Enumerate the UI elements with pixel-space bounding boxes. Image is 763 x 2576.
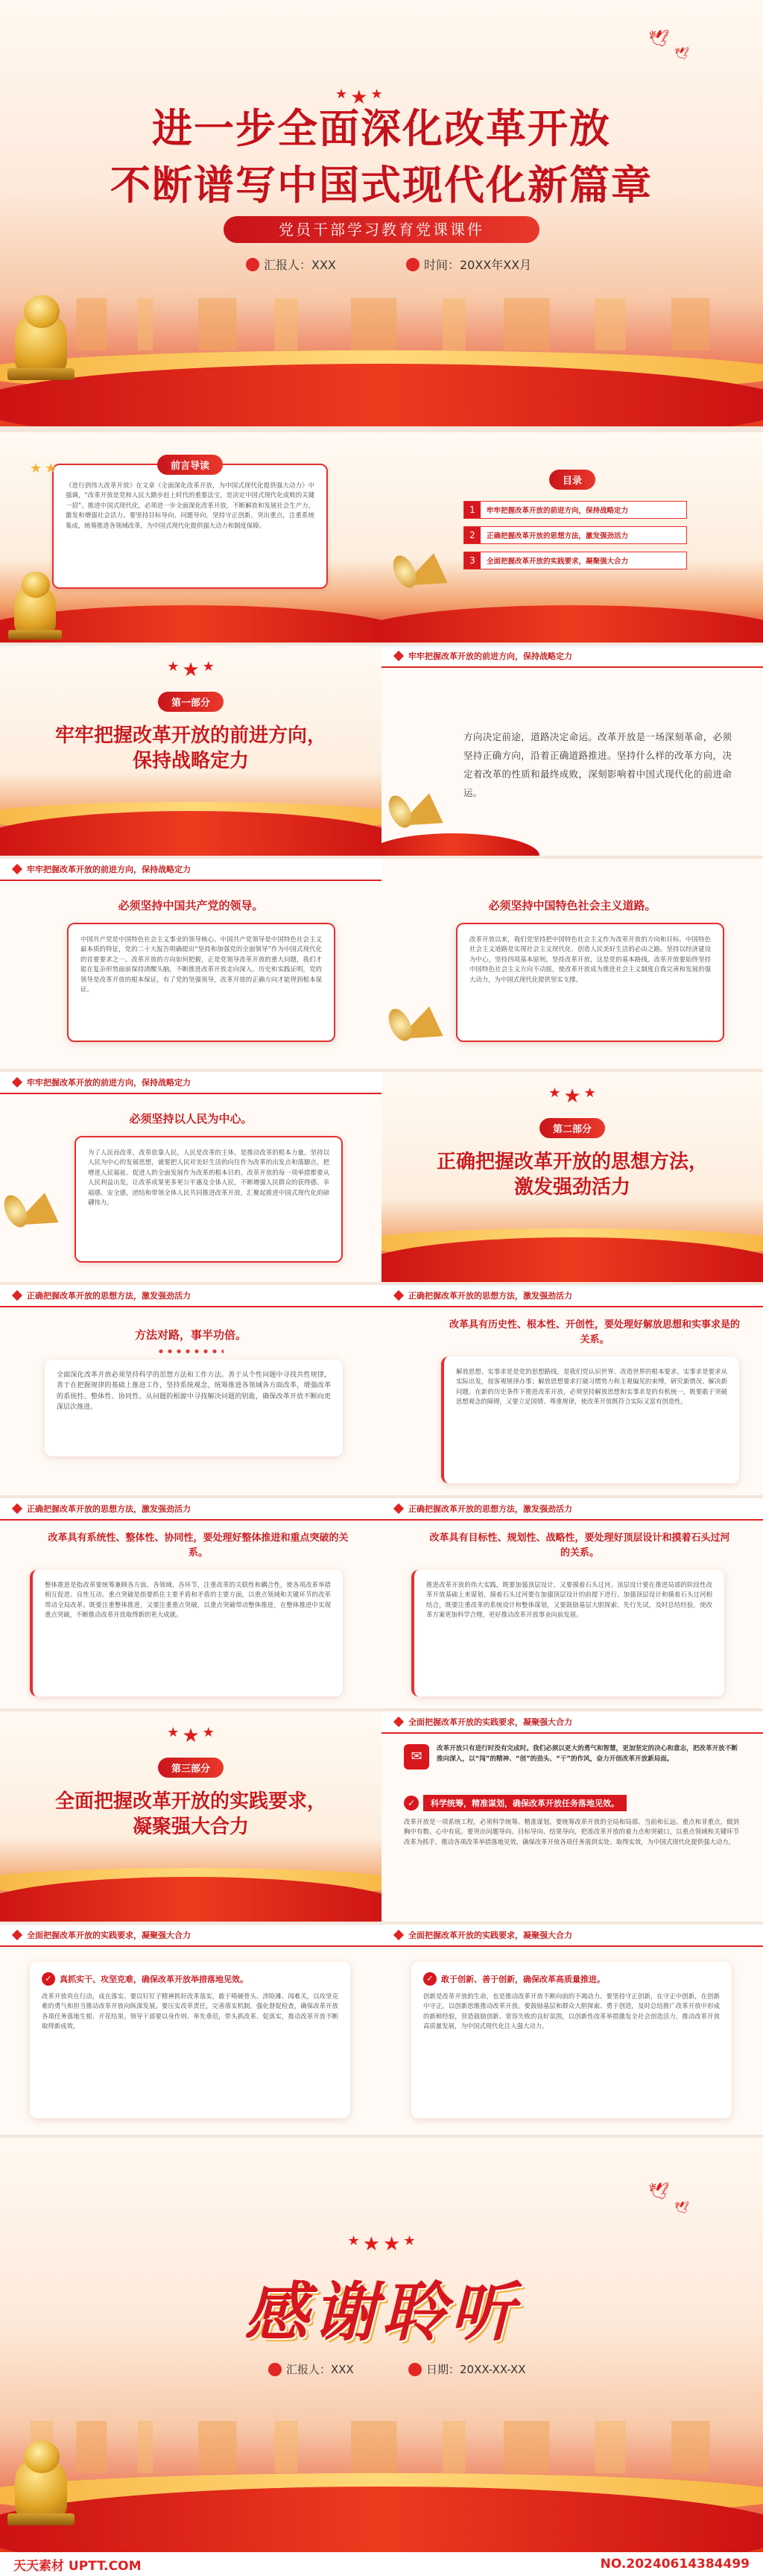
s2-history-text: 解放思想、实事求是是党的思想路线，是我们党认识世界、改造世界的根本要求。实事求是要求从实际出发，按客观规律办事；解放思想要求打破习惯势力和主观偏见的束缚，研究新情况、解决新问题。在新的历史条件下推进改革开放，必须坚持解放思想和实事求是的有机统一，既要敢于突破思想观念的障碍，又要立足国情、尊重规律，使改革开放既符合实际又富有创造性。 [456,1368,727,1406]
star-icon: ★ [370,86,383,102]
golden-lion-icon [7,2436,75,2525]
section-bar [382,645,763,668]
check-icon: ✓ [423,1972,437,1986]
s3-intro-text: 改革开放只有进行时没有完成时。我们必须以更大的勇气和智慧，更加坚定的决心和意志，把改革开放不断推向深入，以“闯”的精神、“创”的劲头、“干”的作风，奋力开创改革开放新局面。 [437,1745,738,1763]
s3-action-heading: 真抓实干、攻坚克难，确保改革开放举措落地见效。 [60,1974,248,1984]
s3-innovate-card [411,1962,732,2118]
contents-tag: 目录 [549,470,595,490]
star-icon: ★ [362,2233,380,2255]
star-icon: ★ [335,86,348,102]
section-bar-title: 牢牢把握改革开放的前进方向，保持战略定力 [27,1078,191,1087]
star-icon: ★ [202,1725,215,1740]
contents-item-num: 1 [464,502,481,518]
star-icon: ★ [167,659,180,675]
preface-slide [0,432,382,643]
preface-card [52,461,328,589]
s2-history-card [441,1357,739,1483]
dot-divider [156,1349,224,1354]
s1-intro-text: 方向决定前途，道路决定命运。改革开放是一场深刻革命，必须坚持正确方向，沿着正确道路推进。坚持什么样的改革方向，决定着改革的性质和最终成败，深刻影响着中国式现代化的前进命运。 [463,731,732,798]
star-icon: ★ [563,1085,581,1108]
golden-lion-icon [8,568,62,640]
s1-people-card [75,1136,343,1263]
part2-title-line1: 正确把握改革开放的思想方法， [436,1151,708,1173]
cover-time-label: 时间：20XX年XX月 [424,258,532,272]
s3-innovate-heading: 敢于创新、善于创新，确保改革高质量推进。 [441,1974,605,1984]
star-icon: ★ [350,86,368,109]
star-icon: ★ [45,461,57,476]
part3-title-line1: 全面把握改革开放的实践要求， [54,1790,326,1813]
s1-people-heading: 必须坚持以人民为中心。 [129,1112,253,1126]
star-icon: ★ [548,1085,561,1101]
city-skyline [0,2421,763,2473]
s1-party-heading: 必须坚持中国共产党的领导。 [118,899,264,912]
section-bar-title: 正确把握改革开放的思想方法，激发强劲活力 [27,1291,191,1301]
s2-system-card [30,1570,343,1696]
contents-item[interactable] [463,501,687,519]
s3-action-text: 改革开放贵在行动，成在落实。要以钉钉子精神抓好改革落实，敢于啃硬骨头、涉险滩、闯难关，以攻坚克难的勇气和担当推动改革开放向纵深发展。要压实改革责任，完善落实机制，强化督促检查，确保改革开放各项任务落地生根、开花结果。领导干部要以身作则、率先垂范，带头抓改革、促落实，推动改革开放不断取得新成效。 [42,1992,338,2030]
part1-tag: 第一部分 [158,692,224,712]
star-icon: ★ [347,2233,360,2249]
contents-item-label: 正确把握改革开放的思想方法，激发强劲活力 [487,532,629,540]
star-icon: ★ [383,2233,401,2255]
preface-text: 《进行到伟大改革开放》在文章《全面深化改革开放，为中国式现代化提供强大动力》中强调，“改革开放是党和人民大踏步赶上时代的重要法宝，是决定中国式现代化成败的关键一招”。推进中国式现代化，必须进一步全面深化改革开放，不断解放和发展社会生产力，激发和增强社会活力。要坚持目标导向、问题导向，坚持守正创新，突出重点，注重系统集成，统筹推进各领域改革，为中国式现代化提供强大动力和制度保障。 [66,482,314,529]
s1-socialism-card [456,923,724,1042]
star-row [0,2235,763,2254]
s2-method-slide [0,1285,382,1495]
clock-icon [406,258,420,271]
dove-icon: 🕊 [648,30,669,48]
part2-tag: 第二部分 [539,1118,605,1138]
cover-time [406,256,531,273]
s3-science-text: 改革开放是一项系统工程，必须科学统筹、精准谋划。要统筹改革开放的全局和局部、当前和长远、重点和非重点，做到胸中有数、心中有底。要突出问题导向、目标导向、结果导向，把准改革开放的着力点和突破口，以重点领域和关键环节改革为抓手，推动各项改革举措落地见效，确保改革开放各项任务落到实处、取得实效，为中国式现代化提供强大动力。 [404,1818,739,1846]
contents-item-num: 3 [464,552,481,569]
s2-goal-heading: 改革具有目标性、规划性、战略性，要处理好顶层设计和摸着石头过河的关系。 [429,1532,730,1559]
section-bar [382,1925,763,1947]
dove-icon: 🕊 [648,2182,669,2201]
s2-system-slide [0,1498,382,1708]
dove-icon: 🕊 [674,2200,690,2214]
s3-intro [404,1744,739,1770]
part1-title-line2: 保持战略定力 [132,750,249,772]
cover-title-line2: 不断谱写中国式现代化新篇章 [110,161,653,209]
part3-slide [0,1711,382,1922]
s1-socialism-slide [382,859,763,1069]
s1-people-text: 为了人民而改革，改革依靠人民。人民是改革的主体，是推动改革的根本力量。坚持以人民为中心的发展思想，就要把人民对美好生活的向往作为改革的出发点和落脚点，把增进人民福祉、促进人的全面发展作为改革的根本目的。改革开放的每一项举措都要从人民利益出发，让改革成果更多更公平惠及全体人民，不断增强人民群众的获得感、幸福感、安全感，团结和带领全体人民共同推进改革开放，汇聚起推进中国式现代化的磅礴伟力。 [88,1149,329,1207]
star-icon: ★ [202,659,215,675]
trumpet-icon [393,552,453,604]
star-icon: ★ [182,659,200,681]
star-icon: ★ [583,1085,596,1101]
s2-goal-text: 推进改革开放的伟大实践，既要加强顶层设计，又要摸着石头过河。顶层设计要在推进局部的阶段性改革开放基础上来谋划，摸着石头过河要在加强顶层设计的前提下进行。加强顶层设计和摸着石头过河相结合，既要注重改革的系统设计和整体谋划，又要鼓励基层大胆探索、先行先试，及时总结经验，使改革方案更加科学合理，更好推动改革开放事业向前发展。 [426,1581,712,1619]
red-ribbon [0,364,763,426]
section-bar [0,1498,382,1521]
cover-title-line1: 进一步全面深化改革开放 [152,104,611,152]
section-bar-title: 正确把握改革开放的思想方法，激发强劲活力 [408,1291,572,1301]
section-bar [382,1498,763,1521]
s2-history-heading: 改革具有历史性、根本性、开创性，要处理好解放思想和实事求是的关系。 [449,1319,740,1345]
section-bar-title: 全面把握改革开放的实践要求，凝聚强大合力 [408,1717,572,1727]
s3-action-card [30,1962,350,2118]
section-bar-title: 正确把握改革开放的思想方法，激发强劲活力 [27,1504,191,1514]
s3-innovate-slide [382,1925,763,2135]
part3-tag: 第三部分 [158,1758,224,1778]
star-icon: ★ [403,2233,416,2249]
s3-action-slide [0,1925,382,2135]
trumpet-icon [4,1191,64,1243]
section-bar-title: 全面把握改革开放的实践要求，凝聚强大合力 [408,1931,572,1940]
check-icon: ✓ [404,1796,419,1811]
s2-history-slide [382,1285,763,1495]
thanks-date-label: 日期：20XX-XX-XX [426,2363,526,2376]
red-ribbon [0,811,382,856]
section-bar-title: 牢牢把握改革开放的前进方向，保持战略定力 [408,651,572,661]
contents-slide [382,432,763,643]
star-row [0,660,382,680]
calendar-icon [408,2363,422,2376]
contents-item[interactable] [463,552,687,569]
contents-list [463,501,687,569]
star-row [382,1087,763,1106]
part1-slide [0,645,382,856]
star-icon: ★ [167,1725,180,1740]
contents-item[interactable] [463,526,687,544]
star-icon: ★ [30,461,42,476]
thanks-date [408,2361,526,2377]
s3-innovate-text: 创新是改革开放的生命，也是推动改革开放不断向前的不竭动力。要坚持守正创新，在守正中创新，在创新中守正，以创新思维推动改革开放。要鼓励基层和群众大胆探索、勇于创造，及时总结推广改革开放中形成的新鲜经验，营造鼓励创新、宽容失败的良好氛围，以创新性改革举措激发全社会创造活力，推动改革开放高质量发展，为中国式现代化注入强大动力。 [423,1992,720,2030]
s1-people-slide [0,1072,382,1282]
section-bar [0,1925,382,1947]
thanks-reporter [268,2361,354,2377]
contents-item-label: 牢牢把握改革开放的前进方向，保持战略定力 [487,507,629,515]
user-icon [246,258,259,271]
contents-item-label: 全面把握改革开放的实践要求，凝聚强大合力 [487,558,629,566]
s1-party-slide [0,859,382,1069]
thanks-reporter-label: 汇报人：XXX [286,2363,354,2376]
red-ribbon [382,833,539,856]
watermark-site: 天天素材 UPTT.COM [13,2558,142,2574]
s1-party-text: 中国共产党是中国特色社会主义事业的领导核心。中国共产党领导是中国特色社会主义最本质的特征，党的二十大报告明确提出“坚持和加强党的全面领导”作为中国式现代化的首要要求之一。改革开放的方向如何把握，正是党领导改革开放的重大问题，我们才能在复杂形势面前保持清醒头脑，不断推进改革开放走向深入。历史和实践证明，党的领导是改革开放的根本保证，有了党的坚强领导，改革开放的正确方向才能得到根本保证。 [80,935,322,994]
thanks-slide [0,2138,763,2552]
s1-socialism-heading: 必须坚持中国特色社会主义道路。 [488,899,656,912]
megaphone-icon: ✉ [404,1744,429,1770]
s2-system-text: 整体推进是指改革要统筹兼顾各方面、各领域、各环节，注重改革的关联性和耦合性，使各项改革举措相互促进、良性互动。重点突破是指要抓住主要矛盾和矛盾的主要方面，以重点领域和关键环节的改革带动全局改革。既要注重整体推进，又要注重重点突破，以重点突破带动整体推进，在整体推进中实现重点突破，不断推动改革开放取得新的更大成就。 [45,1581,331,1619]
red-ribbon [382,1237,763,1282]
cover-subtitle: 党员干部学习教育党课课件 [279,221,484,239]
golden-lion-icon [7,291,75,380]
section-bar-title: 正确把握改革开放的思想方法，激发强劲活力 [408,1504,572,1514]
s2-method-text: 全面深化改革开放必须坚持科学的思想方法和工作方法。善于从个性问题中寻找共性规律，善于在把握规律的基础上推进工作，坚持系统观念，统筹推进各领域各方面改革，增强改革的系统性、整体性、协同性。从问题的根源中寻找解决问题的钥匙，确保改革开放不断向更深层次推进。 [57,1371,331,1412]
thanks-title: 感谢聆听 [244,2275,519,2350]
section-bar [382,1711,763,1734]
cover-reporter-label: 汇报人：XXX [264,258,336,272]
contents-item-num: 2 [464,527,481,543]
s2-system-heading: 改革具有系统性、整体性、协同性，要处理好整体推进和重点突破的关系。 [48,1532,349,1559]
s3-science-heading: 科学统筹，精准谋划，确保改革开放任务落地见效。 [423,1795,627,1811]
watermark-footer [0,2552,763,2576]
s1-socialism-text: 改革开放以来，我们党坚持把中国特色社会主义作为改革开放的方向和目标。中国特色社会主义道路是实现社会主义现代化、创造人民美好生活的必由之路。坚持以经济建设为中心，坚持四项基本原则，坚持改革开放，这是党的基本路线。改革开放要始终坚持中国特色社会主义方向不动摇，使改革开放成为推进社会主义制度自我完善和发展的强大动力，为中国式现代化提供坚实支撑。 [469,935,711,983]
microphone-icon [268,2363,282,2376]
city-skyline [0,298,763,350]
section-bar [0,859,382,881]
cover-slide [0,0,763,426]
red-ribbon [382,605,763,643]
star-icon: ★ [182,1725,200,1747]
check-icon: ✓ [42,1972,55,1986]
section-bar-title: 牢牢把握改革开放的前进方向，保持战略定力 [27,865,191,874]
part2-title-line2: 激发强劲活力 [513,1176,630,1199]
preface-tag: 前言导读 [157,455,223,475]
star-row [0,1726,382,1746]
section-bar-title: 全面把握改革开放的实践要求，凝聚强大合力 [27,1931,191,1940]
cover-subtitle-bar [224,216,539,243]
red-ribbon [0,1877,382,1922]
s3-science-slide [382,1711,763,1922]
section-bar [0,1285,382,1307]
star-row [30,462,57,476]
s2-goal-slide [382,1498,763,1708]
part1-title-line1: 牢牢把握改革开放的前进方向， [54,724,326,747]
s1-party-card [67,923,335,1042]
cover-reporter [246,256,336,273]
section-bar [382,1285,763,1307]
s1-intro-slide [382,645,763,856]
part3-title-line2: 凝聚强大合力 [132,1816,249,1838]
section-bar [0,1072,382,1094]
s2-goal-card [411,1570,724,1696]
s2-method-heading: 方法对路，事半功倍。 [134,1328,247,1342]
part2-slide [382,1072,763,1282]
watermark-number: NO.20240614384499 [600,2557,750,2572]
s2-method-card [45,1360,343,1456]
s3-science-heading-row [404,1795,627,1811]
trumpet-icon [389,1005,449,1057]
dove-icon: 🕊 [674,46,690,60]
